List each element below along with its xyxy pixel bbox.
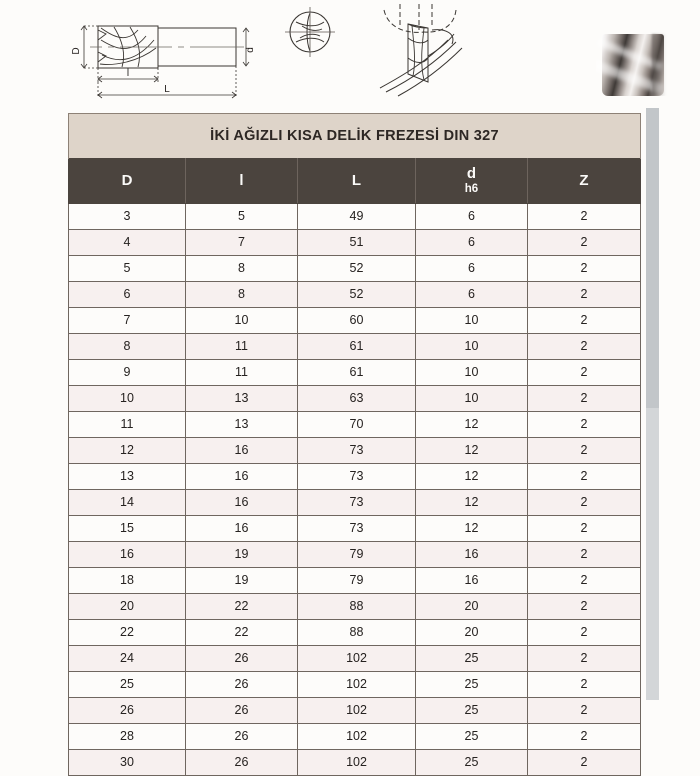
cell-l: 7 <box>186 230 298 256</box>
cell-l: 26 <box>186 750 298 776</box>
cell-d: 25 <box>416 672 528 698</box>
cell-l: 61 <box>298 360 416 386</box>
cell-l: 79 <box>298 568 416 594</box>
cell-l: 60 <box>298 308 416 334</box>
cell-d: 25 <box>69 672 186 698</box>
cell-d: 20 <box>69 594 186 620</box>
cell-z: 2 <box>528 464 641 490</box>
table-row <box>69 516 641 542</box>
cell-d: 8 <box>69 334 186 360</box>
cell-d: 6 <box>69 282 186 308</box>
table-row <box>69 282 641 308</box>
cell-z: 2 <box>528 204 641 230</box>
cell-l: 79 <box>298 542 416 568</box>
cell-l: 102 <box>298 698 416 724</box>
cell-d: 25 <box>416 750 528 776</box>
vertical-scrollbar[interactable] <box>646 108 659 700</box>
spec-table <box>68 113 641 776</box>
cell-d: 12 <box>416 490 528 516</box>
cell-d: 16 <box>416 568 528 594</box>
cell-d: 3 <box>69 204 186 230</box>
table-row <box>69 386 641 412</box>
table-header-row <box>69 159 641 204</box>
cell-z: 2 <box>528 282 641 308</box>
table-title: İKİ AĞIZLI KISA DELİK FREZESİ DIN 327 <box>69 114 641 159</box>
cell-l: 19 <box>186 568 298 594</box>
cell-z: 2 <box>528 334 641 360</box>
svg-text:l: l <box>126 68 130 79</box>
cell-l: 22 <box>186 594 298 620</box>
table-row <box>69 412 641 438</box>
table-row <box>69 256 641 282</box>
cell-l: 52 <box>298 256 416 282</box>
cell-d: 25 <box>416 646 528 672</box>
cell-d: 10 <box>416 386 528 412</box>
cell-z: 2 <box>528 490 641 516</box>
cell-d: 16 <box>69 542 186 568</box>
cell-d: 15 <box>69 516 186 542</box>
cell-l: 73 <box>298 438 416 464</box>
table-row <box>69 490 641 516</box>
cutter-photo-shadow <box>652 34 666 96</box>
cell-l: 73 <box>298 464 416 490</box>
table-body <box>69 204 641 776</box>
svg-text:d: d <box>245 47 256 53</box>
column-header-label: Z <box>579 172 589 190</box>
table-title-row <box>69 114 641 159</box>
cell-d: 4 <box>69 230 186 256</box>
cutter-photo <box>596 8 676 96</box>
column-header-label: d <box>466 165 477 183</box>
table-row <box>69 672 641 698</box>
cell-d: 12 <box>69 438 186 464</box>
table-row <box>69 620 641 646</box>
cell-d: 20 <box>416 594 528 620</box>
column-header-d <box>69 159 186 204</box>
cell-l: 5 <box>186 204 298 230</box>
cell-l: 102 <box>298 724 416 750</box>
cell-d: 30 <box>69 750 186 776</box>
cell-l: 16 <box>186 464 298 490</box>
table-row <box>69 438 641 464</box>
cell-l: 26 <box>186 698 298 724</box>
cell-d: 5 <box>69 256 186 282</box>
cell-d: 26 <box>69 698 186 724</box>
cell-z: 2 <box>528 724 641 750</box>
cell-d: 25 <box>416 724 528 750</box>
spec-table-container <box>68 113 640 776</box>
cell-l: 26 <box>186 724 298 750</box>
cell-d: 22 <box>69 620 186 646</box>
cell-z: 2 <box>528 568 641 594</box>
cell-l: 10 <box>186 308 298 334</box>
cell-l: 11 <box>186 360 298 386</box>
cell-d: 16 <box>416 542 528 568</box>
cutter-end-view-drawing <box>272 0 350 78</box>
cell-d: 6 <box>416 282 528 308</box>
cell-l: 16 <box>186 438 298 464</box>
cell-d: 9 <box>69 360 186 386</box>
cell-d: 10 <box>416 360 528 386</box>
svg-text:D: D <box>71 47 82 55</box>
cell-d: 6 <box>416 256 528 282</box>
table-row <box>69 750 641 776</box>
cell-z: 2 <box>528 594 641 620</box>
cell-d: 10 <box>416 308 528 334</box>
table-row <box>69 594 641 620</box>
cell-l: 102 <box>298 750 416 776</box>
cell-d: 6 <box>416 230 528 256</box>
cell-d: 12 <box>416 464 528 490</box>
table-row <box>69 646 641 672</box>
cell-d: 10 <box>69 386 186 412</box>
table-row <box>69 308 641 334</box>
table-row <box>69 698 641 724</box>
cell-d: 20 <box>416 620 528 646</box>
cell-l: 63 <box>298 386 416 412</box>
column-header-tolerance: h6 <box>464 182 479 195</box>
table-row <box>69 542 641 568</box>
cell-z: 2 <box>528 308 641 334</box>
column-header-label: l <box>239 172 244 190</box>
cell-d: 13 <box>69 464 186 490</box>
column-header-l <box>298 159 416 204</box>
table-row <box>69 204 641 230</box>
cell-l: 19 <box>186 542 298 568</box>
cell-l: 51 <box>298 230 416 256</box>
cell-z: 2 <box>528 672 641 698</box>
cell-l: 88 <box>298 594 416 620</box>
cell-z: 2 <box>528 256 641 282</box>
cell-l: 102 <box>298 672 416 698</box>
cell-l: 16 <box>186 490 298 516</box>
cell-d: 12 <box>416 516 528 542</box>
cell-l: 26 <box>186 672 298 698</box>
cell-d: 18 <box>69 568 186 594</box>
cutter-side-view-drawing <box>68 0 288 105</box>
cell-z: 2 <box>528 438 641 464</box>
cell-z: 2 <box>528 386 641 412</box>
cell-d: 24 <box>69 646 186 672</box>
table-row <box>69 230 641 256</box>
cell-z: 2 <box>528 516 641 542</box>
cell-l: 13 <box>186 386 298 412</box>
cell-d: 7 <box>69 308 186 334</box>
cell-l: 52 <box>298 282 416 308</box>
cell-z: 2 <box>528 750 641 776</box>
cell-d: 28 <box>69 724 186 750</box>
cell-z: 2 <box>528 230 641 256</box>
cutter-perspective-drawing <box>372 0 500 100</box>
cell-d: 11 <box>69 412 186 438</box>
cell-z: 2 <box>528 620 641 646</box>
cell-l: 26 <box>186 646 298 672</box>
column-header-d-h6 <box>416 159 528 204</box>
cell-d: 14 <box>69 490 186 516</box>
cell-z: 2 <box>528 360 641 386</box>
cell-d: 10 <box>416 334 528 360</box>
cell-d: 6 <box>416 204 528 230</box>
svg-text:L: L <box>164 84 170 95</box>
column-header-l <box>186 159 298 204</box>
cell-z: 2 <box>528 542 641 568</box>
cell-l: 73 <box>298 516 416 542</box>
cell-d: 12 <box>416 412 528 438</box>
cell-l: 13 <box>186 412 298 438</box>
cell-d: 12 <box>416 438 528 464</box>
cell-l: 11 <box>186 334 298 360</box>
column-header-label: D <box>121 172 133 190</box>
table-row <box>69 464 641 490</box>
cell-z: 2 <box>528 698 641 724</box>
table-row <box>69 568 641 594</box>
cell-l: 88 <box>298 620 416 646</box>
cell-d: 25 <box>416 698 528 724</box>
column-header-z <box>528 159 641 204</box>
cell-l: 8 <box>186 282 298 308</box>
cell-l: 8 <box>186 256 298 282</box>
cell-l: 102 <box>298 646 416 672</box>
cell-z: 2 <box>528 412 641 438</box>
table-row <box>69 724 641 750</box>
cell-l: 70 <box>298 412 416 438</box>
cell-l: 49 <box>298 204 416 230</box>
scrollbar-thumb[interactable] <box>646 108 659 408</box>
cell-l: 16 <box>186 516 298 542</box>
illustration-band <box>0 0 700 105</box>
table-row <box>69 334 641 360</box>
cell-l: 61 <box>298 334 416 360</box>
cell-l: 73 <box>298 490 416 516</box>
column-header-label: L <box>351 172 362 190</box>
cell-z: 2 <box>528 646 641 672</box>
table-row <box>69 360 641 386</box>
cell-l: 22 <box>186 620 298 646</box>
